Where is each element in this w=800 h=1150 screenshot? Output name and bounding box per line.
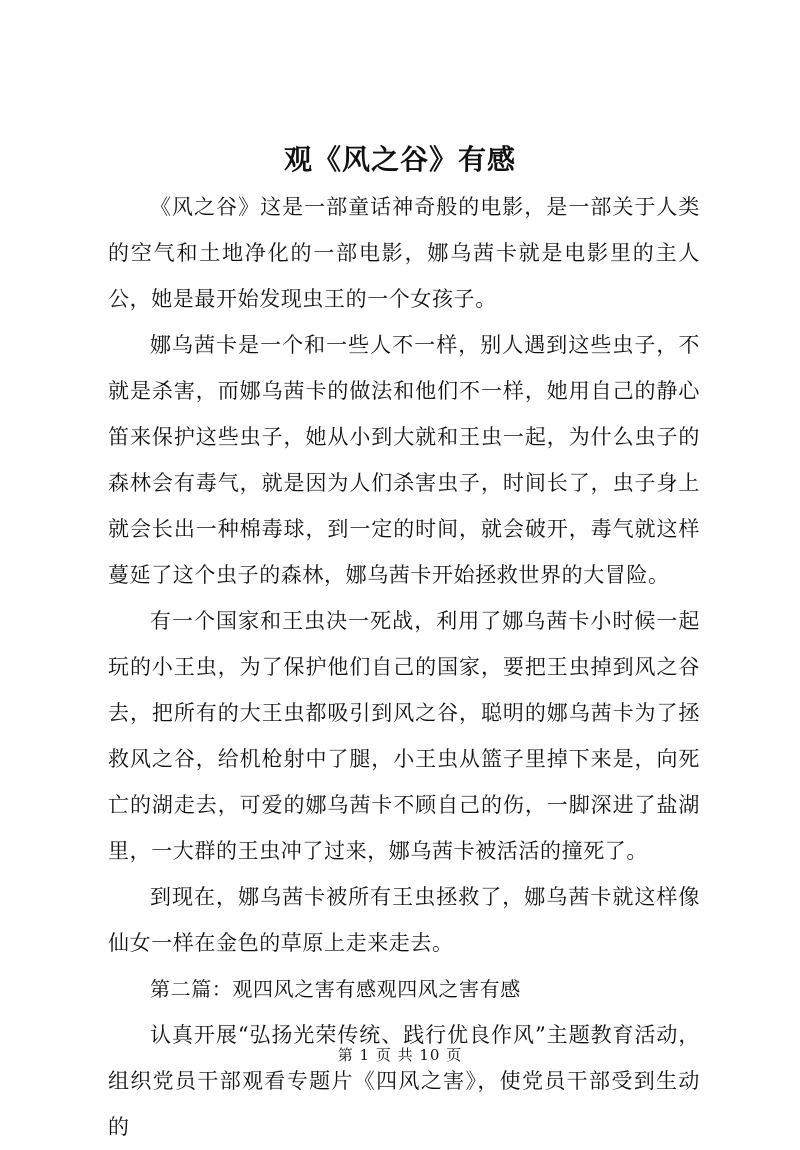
page-title: 观《风之谷》有感 xyxy=(283,143,516,176)
section-heading-second-article: 第二篇：观四风之害有感观四风之害有感 xyxy=(150,977,521,1001)
page-footer: 第 1 页 共 10 页 xyxy=(337,1046,463,1064)
paragraph-battle: 有一个国家和王虫决一死战，利用了娜乌茜卡小时候一起玩的小王虫，为了保护他们自己的国家，要把王虫掉到风之谷去，把所有的大王虫都吸引到风之谷，聪明的娜乌茜卡为了拯救风之谷，给机枪射中了腿，小王虫从篮子里掉下来是，向死亡的湖走去，可爱的娜乌茜卡不顾自己的伤，一脚深进了盐湖里，一大群的王虫冲了过来，娜乌茜卡被活活的撞死了。 xyxy=(108,609,700,863)
paragraph-protect-insects: 娜乌茜卡是一个和一些人不一样，别人遇到这些虫子，不就是杀害，而娜乌茜卡的做法和他们不一样，她用自己的静心笛来保护这些虫子，她从小到大就和王虫一起，为什么虫子的森林会有毒气，就是因为人们杀害虫子，时间长了，虫子身上就会长出一种棉毒球，到一定的时间，就会破开，毒气就这样蔓延了这个虫子的森林，娜乌茜卡开始拯救世界的大冒险。 xyxy=(108,333,700,587)
paragraph-ending: 到现在，娜乌茜卡被所有王虫拯救了，娜乌茜卡就这样像仙女一样在金色的草原上走来走去。 xyxy=(108,885,700,955)
paragraph-second-article-start: 认真开展“弘扬光荣传统、践行优良作风”主题教育活动，组织党员干部观看专题片《四风之害》，使党员干部受到生动的 xyxy=(108,1023,700,1139)
paragraph-intro: 《风之谷》这是一部童话神奇般的电影，是一部关于人类的空气和土地净化的一部电影，娜乌茜卡就是电影里的主人公，她是最开始发现虫王的一个女孩子。 xyxy=(108,195,700,311)
document-body xyxy=(108,184,700,1150)
